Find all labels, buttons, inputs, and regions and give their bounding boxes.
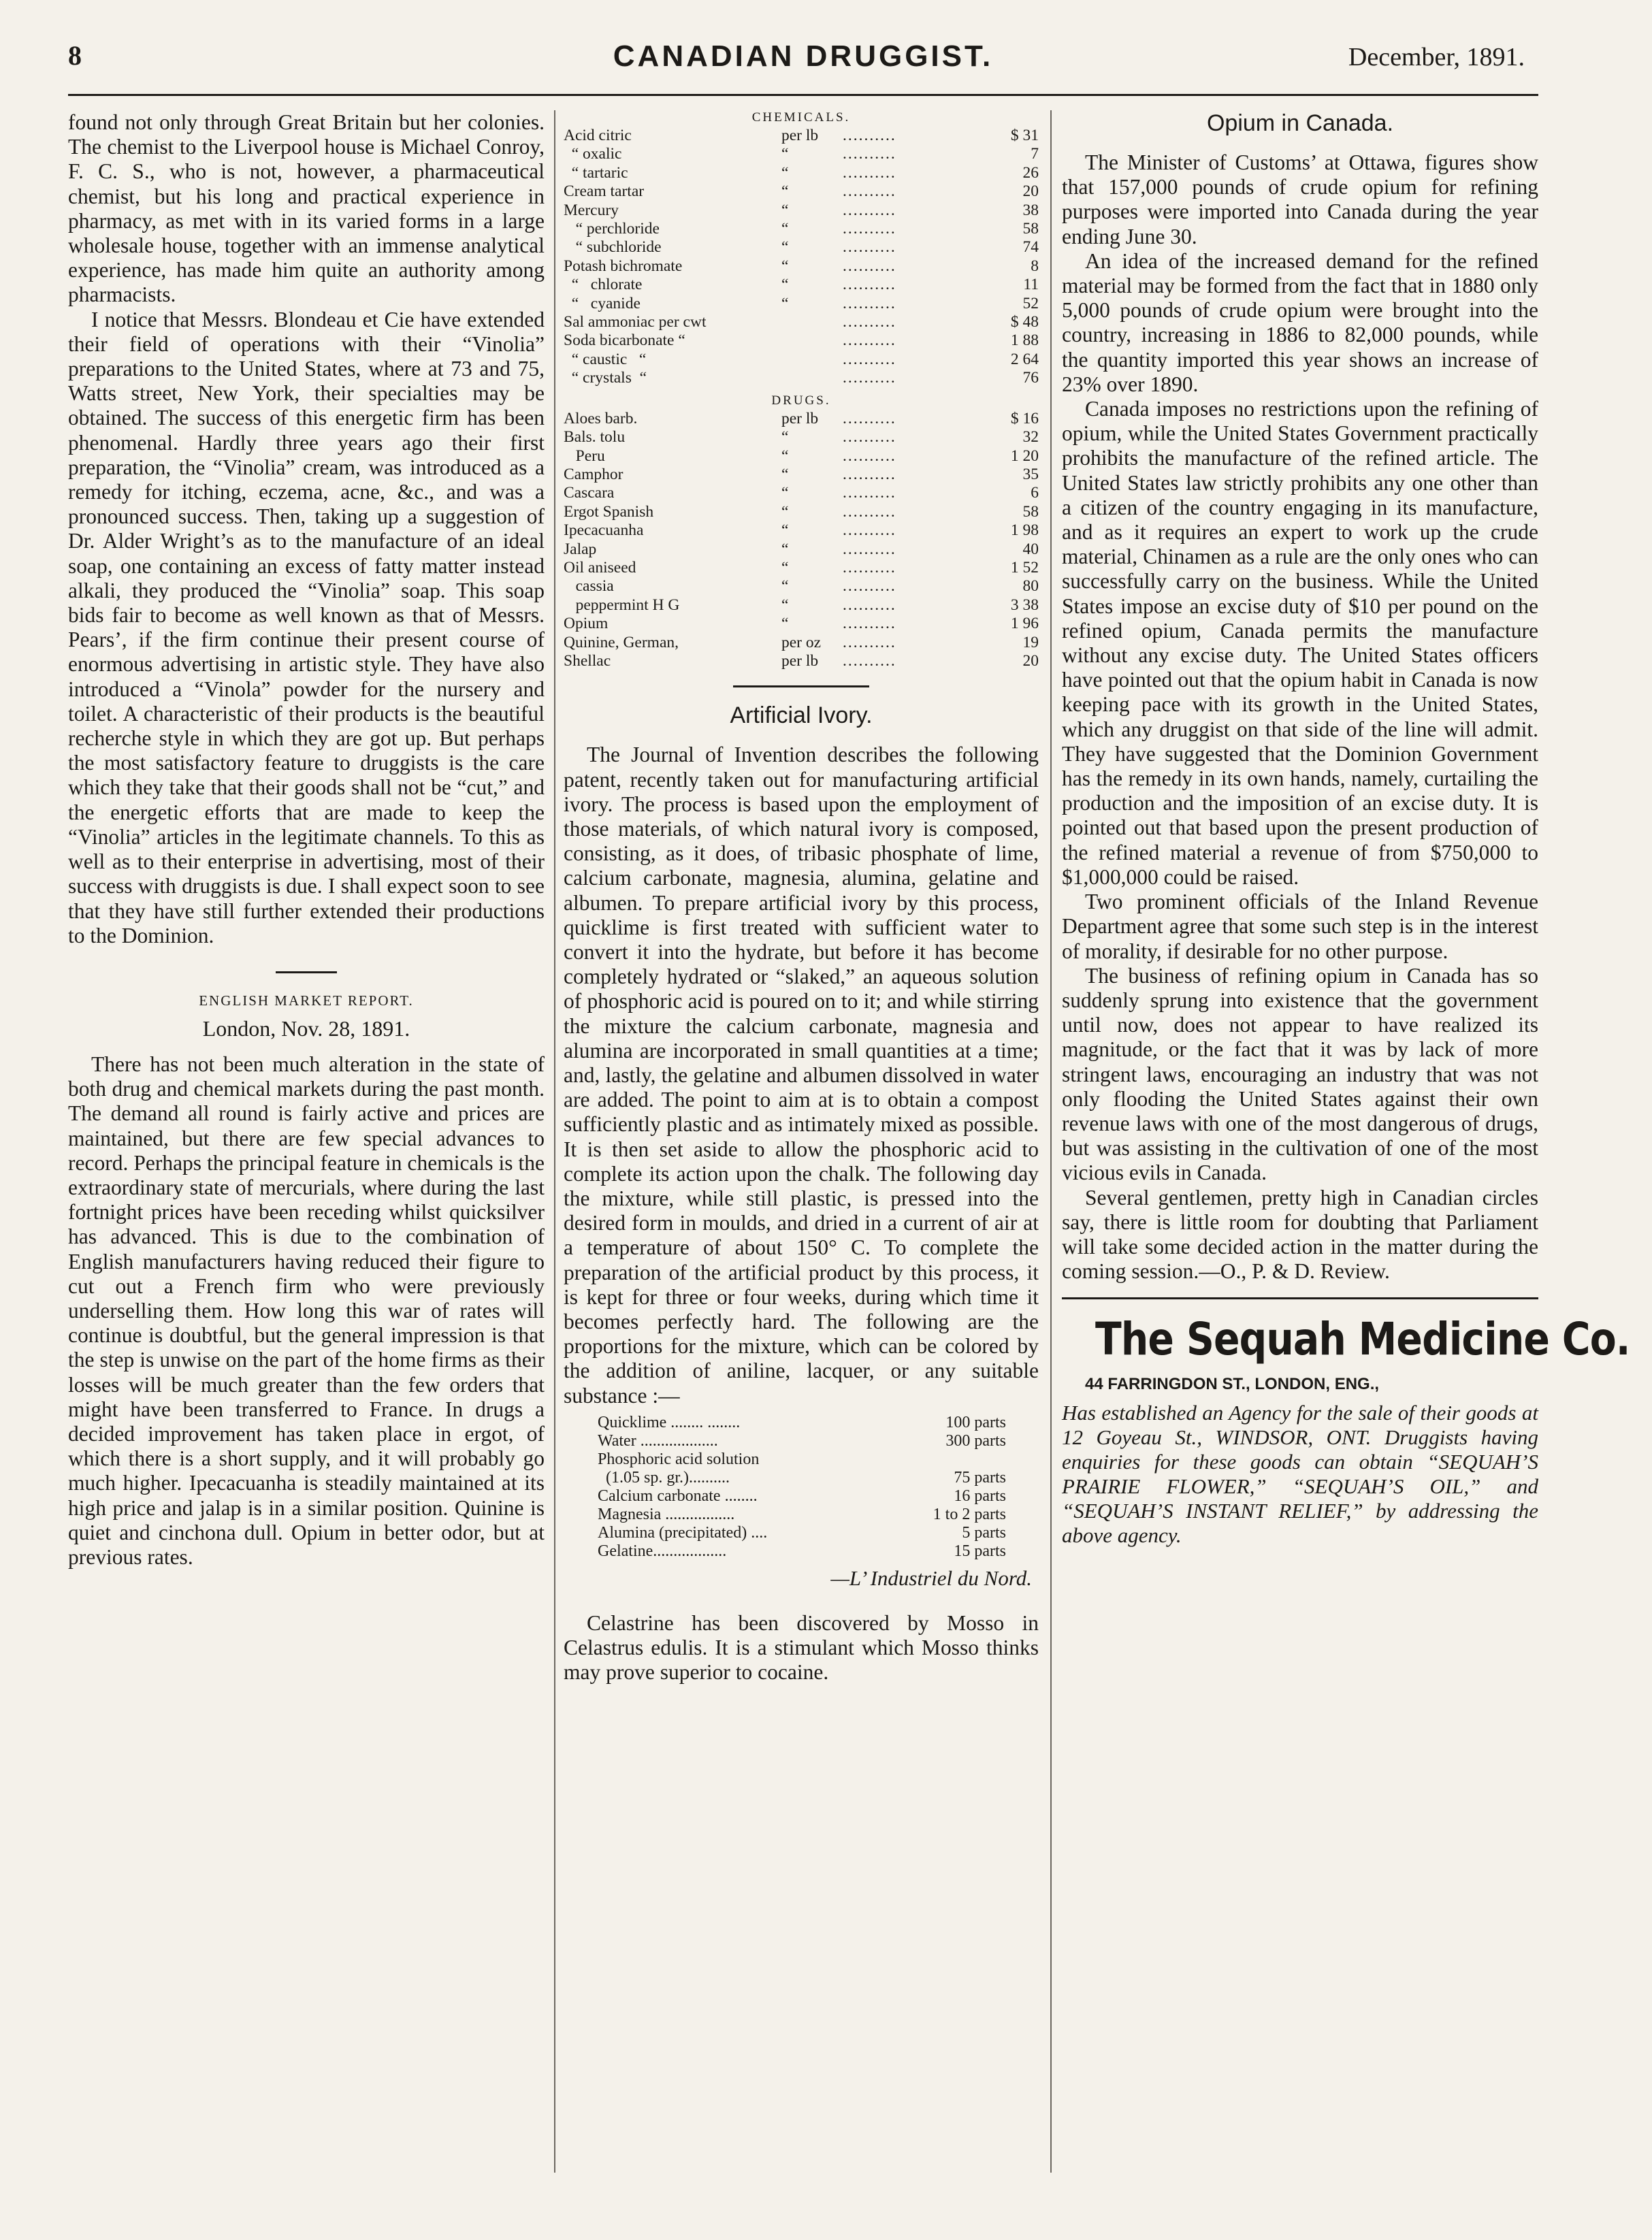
item-unit: “: [781, 201, 789, 219]
item-name: Bals. tolu: [564, 428, 626, 447]
price-row: [564, 182, 1039, 201]
leader-dots: ..........: [843, 294, 896, 312]
leader-dots: ..........: [843, 651, 896, 670]
article-paragraph: found not only through Great Britain but her colonies. The chemist to the Liverpool house is Michael Conroy, F. C. S., who is not, however, a pharmaceutical chemist, but his long and practical experience in pharmacy, as met with in its varied forms in a large wholesale house, together with an immense analytical experience, has made him quite an authority among pharmacists.: [68, 110, 545, 307]
recipe-row: [598, 1542, 1006, 1561]
item-name: Quinine, German,: [564, 633, 679, 651]
item-unit: “: [781, 615, 789, 633]
item-name: Soda bicarbonate “: [564, 331, 685, 350]
item-unit: [781, 369, 843, 387]
item-unit: “: [781, 577, 789, 596]
price-row: [564, 127, 1039, 145]
item-name: peppermint H G: [564, 596, 680, 614]
advertisement: [1062, 1297, 1630, 1548]
item-name: Peru: [564, 447, 605, 465]
page-number: 8: [68, 40, 82, 71]
price-row: [564, 540, 1039, 559]
price-row: [564, 596, 1039, 615]
price-row: [564, 447, 1039, 466]
recipe-row: [598, 1450, 1006, 1469]
leader-dots: ..........: [843, 428, 896, 447]
recipe-row: [598, 1524, 1006, 1542]
column-1: [68, 110, 545, 1570]
item-unit: “: [781, 558, 789, 577]
price-row: [564, 428, 1039, 447]
item-price: 20: [1022, 182, 1039, 201]
item-price: 2 64: [1010, 350, 1039, 368]
item-unit: “: [781, 238, 789, 257]
column-divider: [554, 110, 555, 2173]
article-paragraph: The business of refining opium in Canada has so suddenly sprung into existence that the government until now, does not appear to have realized its magnitude, or the fact that it was by lack of more stringent laws, encouraging an industry that was not only flooding the United States against their own revenue laws with one of the most dangerous of drugs, but was assisting in the cultivation of one of the most vicious evils in Canada.: [1062, 963, 1538, 1185]
item-price: 1 98: [1010, 521, 1039, 540]
leader-dots: ..........: [843, 484, 896, 502]
item-price: $ 16: [1010, 409, 1039, 427]
price-row: [564, 313, 1039, 331]
item-price: 3 38: [1010, 596, 1039, 614]
item-price: 1 96: [1010, 615, 1039, 633]
recipe-item: Water ...................: [598, 1431, 718, 1450]
recipe-amount: 75 parts: [954, 1468, 1006, 1487]
item-name: Acid citric: [564, 127, 632, 144]
leader-dots: ..........: [843, 257, 896, 275]
item-name: Ergot Spanish: [564, 502, 654, 521]
leader-dots: ..........: [843, 182, 896, 201]
item-unit: [781, 331, 843, 350]
item-name: Sal ammoniac per cwt: [564, 313, 707, 331]
price-row: [564, 577, 1039, 596]
leader-dots: ..........: [843, 369, 896, 387]
price-row: [564, 164, 1039, 182]
item-price: 40: [1022, 540, 1039, 558]
recipe-amount: 5 parts: [962, 1523, 1006, 1542]
item-price: 11: [1023, 276, 1039, 294]
item-unit: per oz: [781, 633, 822, 651]
item-unit: “: [781, 294, 789, 312]
item-price: 20: [1022, 651, 1039, 670]
item-name: Cream tartar: [564, 182, 645, 201]
item-name: Camphor: [564, 465, 623, 483]
chemicals-price-table: [564, 127, 1039, 388]
drugs-price-table: [564, 410, 1039, 671]
item-price: 26: [1022, 163, 1039, 182]
item-price: 52: [1022, 294, 1039, 312]
item-price: 58: [1022, 220, 1039, 238]
opium-article: [1062, 150, 1538, 1284]
item-unit: [781, 313, 843, 331]
price-row: [564, 634, 1039, 652]
recipe-item: Gelatine..................: [598, 1542, 727, 1560]
recipe-row: [598, 1487, 1006, 1506]
article-paragraph: Two prominent officials of the Inland Revenue Department agree that some such step is in the interest of morality, if desirable for no other purpose.: [1062, 890, 1538, 963]
item-unit: “: [781, 145, 789, 163]
item-price: 7: [1031, 145, 1039, 163]
header-rule: [68, 94, 1538, 96]
market-report-dateline: London, Nov. 28, 1891.: [202, 1016, 410, 1041]
recipe-amount: 100 parts: [945, 1413, 1006, 1431]
item-name: “ tartaric: [564, 163, 628, 182]
item-name: “ oxalic: [564, 145, 622, 163]
item-unit: “: [781, 540, 789, 558]
item-unit: “: [781, 182, 789, 201]
item-price: $ 48: [1010, 313, 1039, 331]
leader-dots: ..........: [843, 502, 896, 521]
price-row: [564, 276, 1039, 294]
price-row: [564, 201, 1039, 220]
article-paragraph: I notice that Messrs. Blondeau et Cie have extended their field of operations with their “Vinolia” preparations to the United States, where at 73 and 75, Watts street, New York, their specialties may be obtained. The success of this energetic firm has been phenomenal. Hardly three years ago their first preparation, the “Vinolia” cream, was introduced as a remedy for itching, eczema, acne, &c., and was a pronounced success. Then, taking up a suggestion of Dr. Alder Wright’s as to the manufacture of an ideal soap, one containing an excess of fatty matter instead alkali, they produced the “Vinolia” soap. This soap bids fair to become as well known as that of Messrs. Pears’, if the firm continue their present course of enormous advertising in artistic style. They have also introduced a “Vinola” powder for the nursery and toilet. A characteristic of their products is the beautiful recherche style in which they are got up. But perhaps the most satisfactory feature to druggists is the care which they take that their goods shall not be “cut,” and the energetic efforts that are made to keep the “Vinolia” articles in the legitimate channels. To this as well as to their enterprise in advertising, most of their success with druggists is due. I shall expect soon to see that they have still further extended their productions to the Dominion.: [68, 307, 545, 947]
price-row: [564, 521, 1039, 540]
recipe-item: Magnesia .................: [598, 1505, 735, 1523]
item-name: Opium: [564, 615, 609, 633]
article-paragraph: Canada imposes no restrictions upon the refining of opium, while the United States Government practically prohibits the manufacture of the refined article. The United States law strictly prohibits any one other than a citizen of the country engaging in its manufacture, and as it requires an expert to work up the crude material, Chinamen as a rule are the only ones who can successfully carry on the business. While the United States impose an excise duty of $10 per pound on the refined opium, Canada permits the manufacture without any excise duty. The United States officers have pointed out that the opium habit in Canada is now keeping pace with its growth in the United States, which any druggist on that side of the line will admit. They have suggested that the Dominion Government has the remedy in its own hands, namely, curtailing the production and the imposition of an excise duty. It is pointed out that based upon the present production of the refined material a revenue of from $750,000 to $1,000,000 could be raised.: [1062, 397, 1538, 889]
leader-dots: ..........: [843, 201, 896, 219]
leader-dots: ..........: [843, 540, 896, 558]
market-report-heading: ENGLISH MARKET REPORT.: [199, 992, 414, 1009]
item-unit: “: [781, 465, 789, 483]
leader-dots: ..........: [843, 577, 896, 596]
recipe-row: [598, 1432, 1006, 1450]
leader-dots: ..........: [843, 163, 896, 182]
recipe-table: [598, 1414, 1006, 1561]
leader-dots: ..........: [843, 447, 896, 465]
item-unit: “: [781, 220, 789, 238]
recipe-amount: 16 parts: [954, 1487, 1006, 1505]
issue-date: December, 1891.: [1348, 43, 1525, 71]
item-name: “ crystals “: [564, 369, 647, 387]
drugs-heading: DRUGS.: [771, 393, 831, 408]
item-name: “ chlorate: [564, 276, 643, 294]
item-price: 58: [1022, 502, 1039, 521]
price-row: [564, 652, 1039, 670]
price-row: [564, 559, 1039, 577]
leader-dots: ..........: [843, 331, 896, 350]
article-paragraph: Several gentlemen, pretty high in Canadian circles say, there is little room for doubting that Parliament will take some decided action in the matter during the coming session.—O., P. & D. Review.: [1062, 1185, 1538, 1284]
item-name: Shellac: [564, 651, 611, 670]
item-unit: “: [781, 276, 789, 294]
item-price: 76: [1022, 369, 1039, 387]
item-name: Ipecacuanha: [564, 521, 644, 540]
item-unit: “: [781, 521, 789, 540]
column-divider: [1050, 110, 1052, 2173]
leader-dots: ..........: [843, 596, 896, 614]
column-2: [564, 110, 1039, 1685]
article-paragraph: There has not been much alteration in the state of both drug and chemical markets during the past month. The demand all round is fairly active and prices are maintained, but there are few special advances to record. Perhaps the principal feature in chemicals is the extraordinary state of mercurials, where during the last fortnight prices have been receding whilst quicksilver has advanced. This is due to the combination of English manufacturers having reduced their figure to cut out a French firm who were previously underselling them. How long this war of rates will continue is doubtful, but the general impression is that the step is unwise on the part of the home firms as their losses will be much greater than the few orders that might have been transferred to France. In drugs a decided improvement has taken place in ergot, of which there is a short supply, and it will probably go much higher. Ipecacuanha is steadily maintained at its high price and jalap is in a similar position. Quinine is quiet and cinchona dull. Opium in better odor, but at previous rates.: [68, 1052, 545, 1569]
item-unit: “: [781, 163, 789, 182]
item-price: 6: [1031, 484, 1039, 502]
price-row: [564, 369, 1039, 387]
price-row: [564, 145, 1039, 163]
item-unit: “: [781, 428, 789, 447]
leader-dots: ..........: [843, 350, 896, 368]
recipe-row: [598, 1414, 1006, 1432]
leader-dots: ..........: [843, 313, 896, 331]
ad-body: Has established an Agency for the sale of their goods at 12 Goyeau St., WINDSOR, ONT. Druggists having enquiries for these goods can obtain “SEQUAH’S PRAIRIE FLOWER,” “SEQUAH’S OIL,” and “SEQUAH’S INSTANT RELIEF,” by addressing the above agency.: [1062, 1401, 1538, 1548]
item-name: cassia: [564, 577, 614, 596]
chemicals-heading: CHEMICALS.: [751, 110, 851, 125]
recipe-item: Phosphoric acid solution: [598, 1450, 760, 1468]
masthead: CANADIAN DRUGGIST.: [613, 39, 994, 73]
item-unit: [781, 351, 843, 369]
ad-address: 44 FARRINGDON ST., LONDON, ENG.,: [1085, 1375, 1380, 1394]
item-unit: per lb: [781, 651, 819, 670]
price-row: [564, 503, 1039, 521]
item-unit: per lb: [781, 409, 819, 427]
page-header: [68, 39, 1538, 87]
article-paragraph: The Journal of Invention describes the following patent, recently taken out for manufacturing artificial ivory. The process is based upon the employment of those materials, of which natural ivory is composed, consisting, as it does, of tribasic phosphate of lime, calcium carbonate, magnesia, alumina, gelatine and albumen. To prepare artificial ivory by this process, quicklime is first treated with sufficient water to convert it into the hydrate, but before it has become completely hydrated or “slaked,” an aqueous solution of phosphoric acid is poured on to it; and while stirring the mixture the calcium carbonate, magnesia and alumina are incorporated in small quantities at a time; and, lastly, the gelatine and albumen dissolved in water are added. The point to aim at is to obtain a compost sufficiently plastic and as intimately mixed as possible. It is then set aside to allow the phosphoric acid to complete its action upon the chalk. The following day the mixture, while still plastic, is pressed into the desired form in moulds, and dried in a current of air at a temperature of about 150° C. To complete the preparation of the artificial product by this process, it is kept for three or four weeks, during which time it becomes perfectly hard. The following are the proportions for the mixture, which can be colored by the addition of aniline, lacquer, or any suitable substance :—: [564, 743, 1039, 1408]
item-price: 8: [1031, 257, 1039, 275]
item-name: “ cyanide: [564, 294, 641, 312]
price-row: [564, 238, 1039, 257]
section-divider: [733, 685, 869, 687]
leader-dots: ..........: [843, 558, 896, 577]
item-name: “ caustic “: [564, 350, 647, 368]
leader-dots: ..........: [843, 615, 896, 633]
recipe-amount: 1 to 2 parts: [933, 1505, 1006, 1523]
leader-dots: ..........: [843, 521, 896, 540]
price-row: [564, 257, 1039, 276]
price-row: [564, 484, 1039, 502]
item-price: 80: [1022, 577, 1039, 596]
leader-dots: ..........: [843, 633, 896, 651]
recipe-item: Quicklime ........ ........: [598, 1413, 741, 1431]
recipe-row: [598, 1469, 1006, 1487]
price-row: [564, 220, 1039, 238]
item-price: 32: [1022, 428, 1039, 447]
item-name: “ subchloride: [564, 238, 662, 257]
item-name: Jalap: [564, 540, 597, 558]
item-price: 1 88: [1010, 331, 1039, 350]
article-title: Opium in Canada.: [1206, 110, 1394, 136]
price-row: [564, 410, 1039, 428]
leader-dots: ..........: [843, 220, 896, 238]
price-row: [564, 351, 1039, 369]
article-paragraph: The Minister of Customs’ at Ottawa, figures show that 157,000 pounds of crude opium for refining purposes were imported into Canada during the year ending June 30.: [1062, 150, 1538, 248]
item-unit: “: [781, 257, 789, 275]
column-3: [1062, 110, 1630, 1548]
item-name: Cascara: [564, 484, 615, 502]
item-name: Potash bichromate: [564, 257, 683, 275]
item-price: 19: [1022, 633, 1039, 651]
price-row: [564, 466, 1039, 484]
leader-dots: ..........: [843, 465, 896, 483]
recipe-row: [598, 1506, 1006, 1524]
recipe-amount: 15 parts: [954, 1542, 1006, 1560]
ad-title: The Sequah Medicine Co.: [1095, 1313, 1630, 1366]
price-row: [564, 295, 1039, 313]
price-row: [564, 615, 1039, 633]
item-price: 1 52: [1010, 558, 1039, 577]
leader-dots: ..........: [843, 127, 896, 144]
leader-dots: ..........: [843, 276, 896, 294]
item-name: Oil aniseed: [564, 558, 636, 577]
item-name: “ perchloride: [564, 220, 660, 238]
recipe-item: Alumina (precipitated) ....: [598, 1523, 768, 1542]
item-price: $ 31: [1010, 127, 1039, 144]
item-unit: per lb: [781, 127, 819, 144]
item-name: Mercury: [564, 201, 619, 219]
recipe-amount: [883, 1450, 1006, 1469]
article-title: Artificial Ivory.: [730, 702, 873, 729]
section-divider: [276, 971, 337, 973]
article-paragraph: An idea of the increased demand for the refined material may be formed from the fact that in 1880 only 5,000 pounds of crude opium were brought into the country, increasing in 1886 to 82,000 pounds, while the quantity imported this year shows an increase of 23% over 1890.: [1062, 248, 1538, 396]
item-price: 38: [1022, 201, 1039, 219]
article-paragraph: Celastrine has been discovered by Mosso in Celastrus edulis. It is a stimulant which Mosso thinks may prove superior to cocaine.: [564, 1610, 1039, 1685]
price-row: [564, 331, 1039, 350]
item-price: 74: [1022, 238, 1039, 257]
item-unit: “: [781, 447, 789, 465]
recipe-amount: 300 parts: [945, 1431, 1006, 1450]
leader-dots: ..........: [843, 238, 896, 257]
article-credit: —L’ Industriel du Nord.: [830, 1565, 1032, 1590]
recipe-item: (1.05 sp. gr.)..........: [598, 1468, 730, 1487]
item-unit: “: [781, 502, 789, 521]
item-price: 35: [1022, 465, 1039, 483]
item-unit: “: [781, 484, 789, 502]
recipe-item: Calcium carbonate ........: [598, 1487, 758, 1505]
item-price: 1 20: [1010, 447, 1039, 465]
leader-dots: ..........: [843, 145, 896, 163]
leader-dots: ..........: [843, 409, 896, 427]
item-name: Aloes barb.: [564, 409, 638, 427]
item-unit: “: [781, 596, 789, 614]
